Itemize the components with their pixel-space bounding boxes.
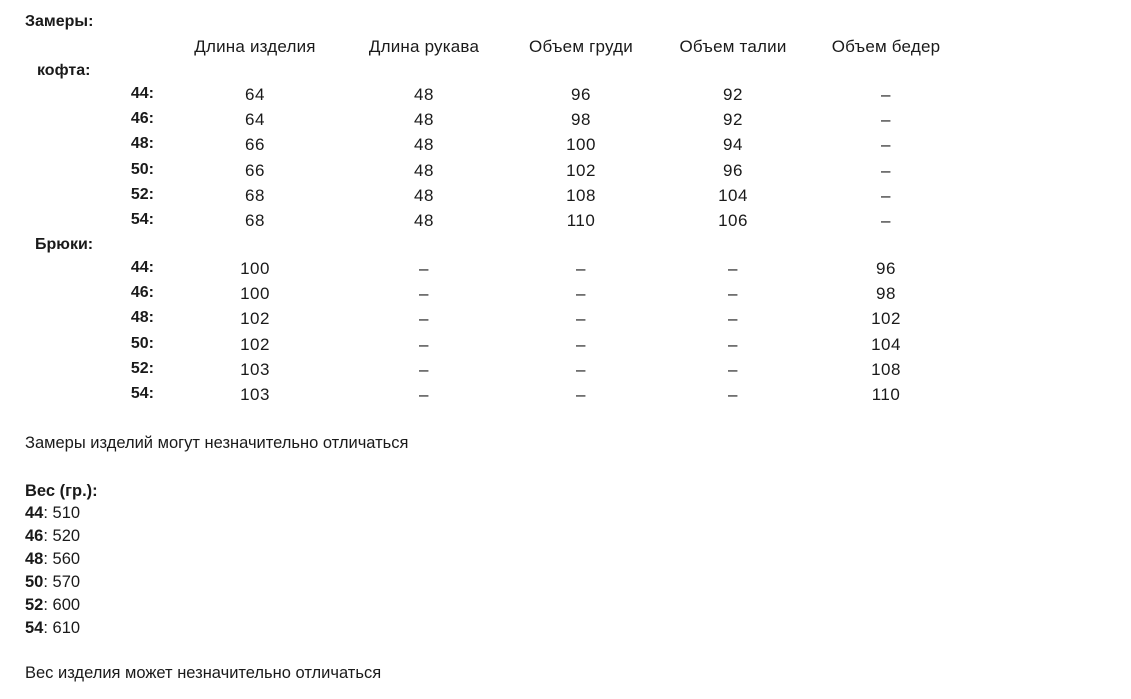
row-size-label: 48:: [130, 309, 154, 327]
table-cell: –: [576, 284, 586, 304]
table-cell: –: [419, 385, 429, 404]
table-cell: 100: [240, 284, 270, 304]
table-cell: –: [419, 309, 429, 329]
table-cell: –: [576, 359, 586, 379]
weight-item: 50: 570: [25, 573, 81, 591]
table-cell: –: [576, 385, 586, 404]
table-cell: 108: [566, 185, 596, 205]
weight-value: 600: [52, 596, 81, 614]
table-cell: 108: [871, 359, 901, 379]
table-cell: –: [881, 110, 891, 130]
table-cell: 110: [566, 211, 596, 230]
weight-item: 54: 610: [25, 619, 81, 637]
weight-value: 610: [52, 619, 81, 637]
table-cell: 96: [876, 259, 896, 278]
row-size-value: 46: [130, 284, 149, 302]
row-size-value: 44: [130, 85, 149, 102]
weight-item: 44: 510: [25, 504, 81, 522]
row-size-value: 50: [130, 160, 149, 178]
table-cell: –: [419, 284, 429, 304]
row-size-label: 46:: [130, 284, 154, 302]
table-cell: –: [728, 359, 738, 379]
table-cell: 104: [718, 185, 748, 205]
row-size-label: 48:: [130, 135, 154, 153]
weight-value: 520: [52, 527, 81, 545]
table-cell: 103: [240, 385, 270, 404]
row-size-value: 54: [130, 385, 149, 402]
row-size-label: 52:: [130, 359, 154, 377]
table-cell: 68: [245, 211, 265, 230]
row-size-label: 46:: [130, 110, 154, 128]
weight-value: 560: [52, 550, 81, 568]
row-size-value: 52: [130, 185, 149, 203]
table-cell: 92: [723, 110, 743, 130]
table-cell: –: [881, 211, 891, 230]
table-cell: –: [728, 259, 738, 278]
table-cell: –: [728, 284, 738, 304]
table-cell: 104: [871, 334, 901, 354]
table-cell: 48: [414, 185, 434, 205]
table-cell: 103: [240, 359, 270, 379]
table-cell: 96: [571, 85, 591, 104]
table-cell: 64: [245, 110, 265, 130]
section-label: кофта:: [37, 62, 91, 79]
table-cell: 98: [876, 284, 896, 304]
weight-size: 50: [25, 573, 44, 591]
row-size-value: 52: [130, 359, 149, 377]
measurements-title: Замеры:: [25, 13, 94, 30]
table-cell: 48: [414, 160, 434, 180]
table-cell: –: [728, 334, 738, 354]
row-size-label: 44:: [130, 259, 154, 276]
table-cell: 102: [566, 160, 596, 180]
table-cell: –: [881, 135, 891, 155]
row-size-value: 48: [130, 309, 149, 327]
table-cell: 102: [871, 309, 901, 329]
row-size-label: 50:: [130, 160, 154, 178]
weight-value: 510: [52, 504, 81, 522]
weight-size: 54: [25, 619, 44, 637]
column-header-chest: Объем груди: [529, 37, 633, 56]
table-cell: –: [881, 85, 891, 104]
table-cell: 48: [414, 110, 434, 130]
measurements-disclaimer: Замеры изделий могут незначительно отличаться: [25, 434, 409, 452]
table-cell: 66: [245, 160, 265, 180]
table-cell: –: [576, 309, 586, 329]
table-cell: 64: [245, 85, 265, 104]
weight-size: 52: [25, 596, 44, 614]
table-cell: 102: [240, 334, 270, 354]
table-cell: 96: [723, 160, 743, 180]
table-cell: –: [419, 334, 429, 354]
section-label: Брюки:: [35, 236, 94, 253]
column-header-hips: Объем бедер: [831, 37, 941, 56]
column-header-length: Длина изделия: [194, 37, 316, 56]
table-cell: –: [576, 259, 586, 278]
table-cell: –: [419, 359, 429, 379]
weight-item: 46: 520: [25, 527, 81, 545]
column-header-sleeve: Длина рукава: [368, 37, 480, 56]
weight-item: 48: 560: [25, 550, 81, 568]
table-cell: 98: [571, 110, 591, 130]
table-cell: 68: [245, 185, 265, 205]
table-cell: 48: [414, 135, 434, 155]
row-size-label: 44:: [130, 85, 154, 102]
table-cell: 48: [414, 211, 434, 230]
table-cell: 110: [871, 385, 901, 404]
row-size-label: 54:: [130, 385, 154, 402]
weight-disclaimer: Вес изделия может незначительно отличаться: [25, 664, 382, 682]
table-cell: 66: [245, 135, 265, 155]
table-cell: –: [728, 385, 738, 404]
table-cell: 48: [414, 85, 434, 104]
row-size-value: 46: [130, 110, 149, 128]
table-cell: –: [728, 309, 738, 329]
table-cell: –: [881, 185, 891, 205]
row-size-value: 50: [130, 334, 149, 352]
row-size-value: 44: [130, 259, 149, 276]
table-cell: 92: [723, 85, 743, 104]
row-size-value: 48: [130, 135, 149, 153]
table-cell: –: [881, 160, 891, 180]
weight-size: 46: [25, 527, 44, 545]
weight-title: Вес (гр.):: [25, 482, 98, 500]
table-cell: –: [419, 259, 429, 278]
weight-value: 570: [52, 573, 81, 591]
row-size-label: 54:: [130, 211, 154, 228]
table-cell: 94: [723, 135, 743, 155]
table-cell: –: [576, 334, 586, 354]
column-header-waist: Объем талии: [679, 37, 787, 56]
weight-item: 52: 600: [25, 596, 81, 614]
weight-size: 48: [25, 550, 44, 568]
row-size-label: 52:: [130, 185, 154, 203]
row-size-value: 54: [130, 211, 149, 228]
table-cell: 106: [718, 211, 748, 230]
weight-size: 44: [25, 504, 44, 522]
table-cell: 100: [240, 259, 270, 278]
table-cell: 102: [240, 309, 270, 329]
table-cell: 100: [566, 135, 596, 155]
row-size-label: 50:: [130, 334, 154, 352]
